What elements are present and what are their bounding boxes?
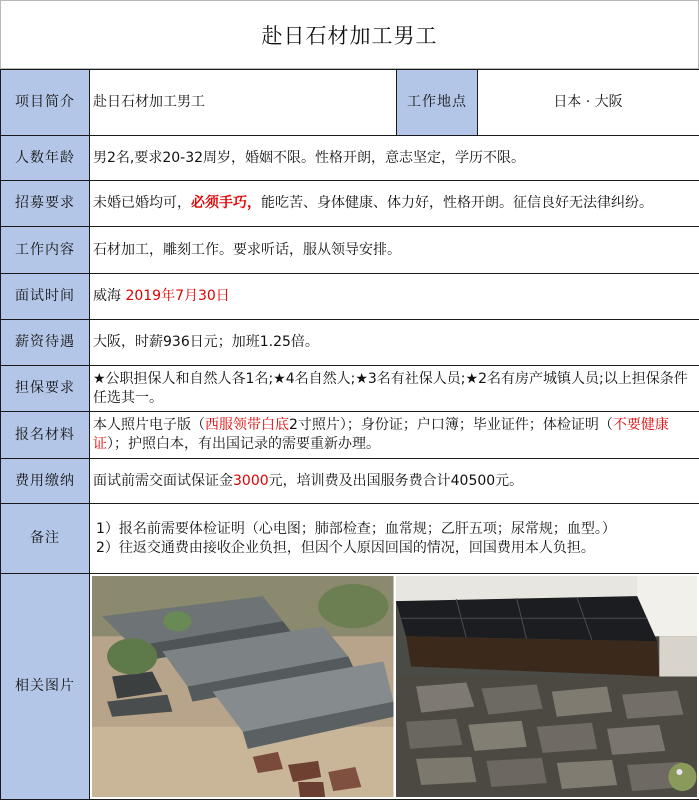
row-guarantee [1, 366, 699, 412]
recruit-emphasis: 必须手巧， [191, 195, 261, 211]
stone-porch-photo [396, 576, 698, 797]
photo-cell [90, 574, 699, 800]
materials-photo-spec: 西服领带白底 [205, 417, 289, 433]
page-title: 赴日石材加工男工 [0, 0, 699, 69]
label-work: 工作内容 [1, 227, 90, 274]
fees-amount: 3000 [233, 472, 269, 489]
info-table [0, 69, 699, 800]
stone-steps-photo [92, 576, 394, 797]
label-photos: 相关图片 [1, 574, 90, 800]
label-recruit: 招募要求 [1, 181, 90, 227]
label-project: 项目简介 [1, 70, 90, 136]
row-salary [1, 320, 699, 366]
value-materials [90, 412, 699, 459]
value-work: 石材加工，雕刻工作。要求听话，服从领导安排。 [90, 227, 699, 274]
row-recruit [1, 181, 699, 227]
note-line-1: 1）报名前需要体检证明（心电图；肺部检查；血常规；乙肝五项；尿常规；血型。） [96, 520, 616, 537]
value-salary: 大阪，时薪936日元；加班1.25倍。 [90, 320, 699, 366]
label-guarantee: 担保要求 [1, 366, 90, 412]
materials-health-note: 不要健康证 [93, 417, 669, 452]
row-fees [1, 459, 699, 504]
value-location: 日本 · 大阪 [478, 70, 699, 136]
label-location: 工作地点 [397, 70, 478, 136]
row-materials [1, 412, 699, 459]
recruit-pre: 未婚已婚均可， [93, 195, 191, 211]
materials-mid: 2寸照片）；身份证；户口簿；毕业证件；体检证明（ [289, 417, 613, 433]
value-people: 男2名,要求20-32周岁，婚姻不限。性格开朗，意志坚定，学历不限。 [90, 136, 699, 181]
value-notes [90, 504, 699, 574]
label-people: 人数年龄 [1, 136, 90, 181]
row-photos [1, 574, 699, 800]
value-guarantee: ★公职担保人和自然人各1名;★4名自然人;★3名有社保人员;★2名有房产城镇人员;以上担保条件任选其一。 [90, 366, 699, 412]
fees-post: 元，培训费及出国服务费合计40500元。 [268, 472, 524, 489]
fees-pre: 面试前需交面试保证金 [93, 472, 233, 489]
note-line-2: 2）往返交通费由接收企业负担，但因个人原因回国的情况，回国费用本人负担。 [96, 539, 595, 556]
label-materials: 报名材料 [1, 412, 90, 459]
materials-pre: 本人照片电子版（ [93, 417, 205, 433]
label-interview: 面试时间 [1, 274, 90, 320]
materials-post: ）；护照白本，有出国记录的需要重新办理。 [107, 436, 380, 452]
value-project: 赴日石材加工男工 [90, 70, 397, 136]
row-notes [1, 504, 699, 574]
value-interview [90, 274, 699, 320]
label-salary: 薪资待遇 [1, 320, 90, 366]
recruit-post: 能吃苦、身体健康、体力好，性格开朗。征信良好无法律纠纷。 [261, 195, 653, 211]
value-fees [90, 459, 699, 504]
label-notes: 备注 [1, 504, 90, 574]
label-fees: 费用缴纳 [1, 459, 90, 504]
row-interview [1, 274, 699, 320]
row-project [1, 70, 699, 136]
interview-place: 威海 [93, 288, 121, 304]
row-people [1, 136, 699, 181]
row-work [1, 227, 699, 274]
value-recruit [90, 181, 699, 227]
interview-date: 2019年7月30日 [125, 288, 230, 304]
photo-strip [90, 574, 699, 799]
